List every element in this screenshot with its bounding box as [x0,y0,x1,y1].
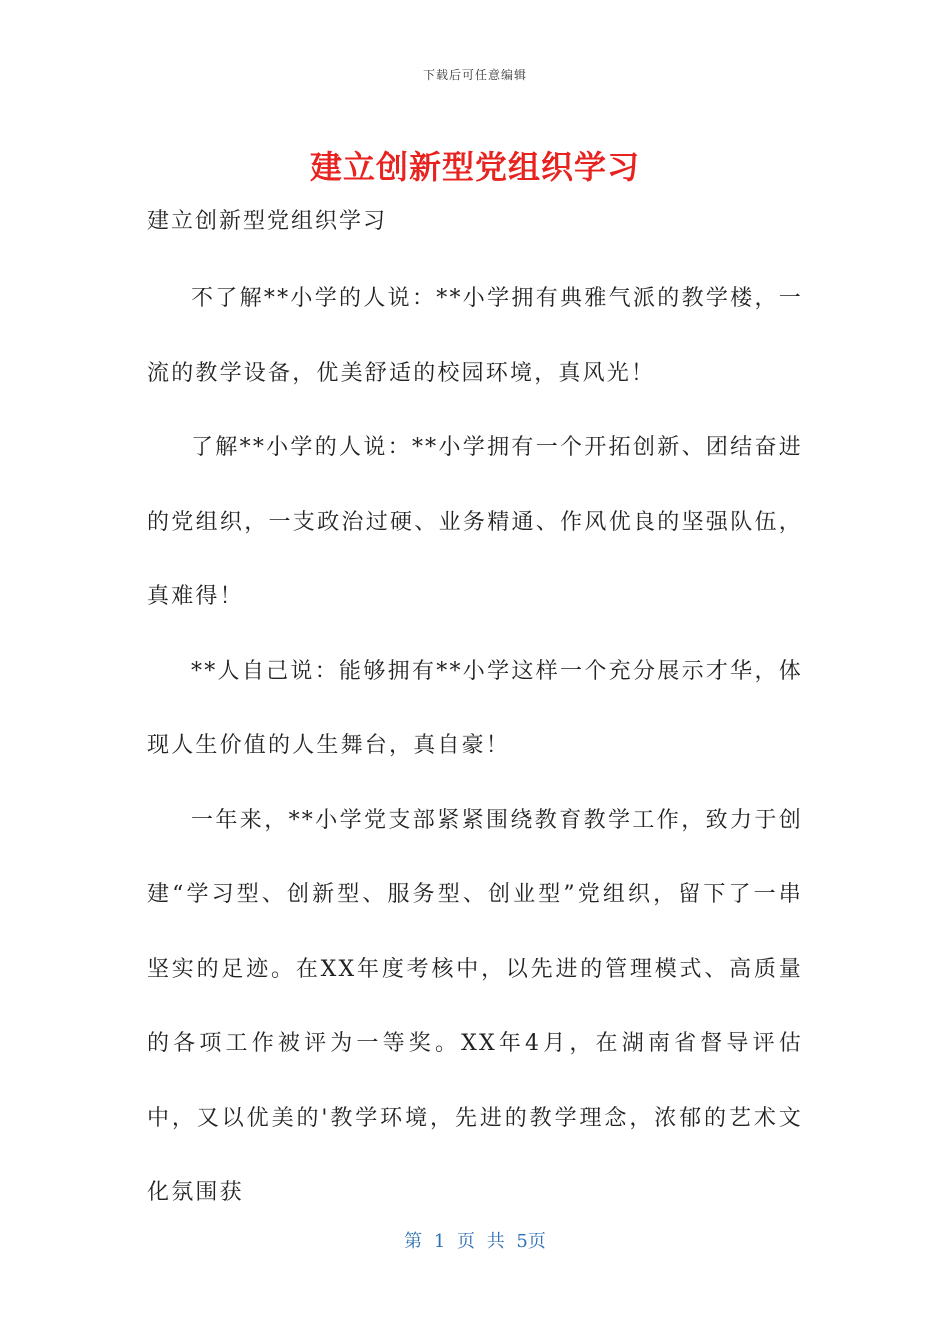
paragraph-2: 了解**小学的人说：**小学拥有一个开拓创新、团结奋进的党组织，一支政治过硬、业务精通、作风优良的坚强队伍，真难得！ [147,435,803,609]
paragraph-4: 一年来，**小学党支部紧紧围绕教育教学工作，致力于创建“学习型、创新型、服务型、创业型”党组织，留下了一串坚实的足迹。在XX年度考核中，以先进的管理模式、高质量的各项工作被评为一等奖。XX年4月，在湖南省督导评估中，又以优美的'教学环境，先进的教学理念，浓郁的艺术文化氛围获 [147,807,803,1205]
document-body [147,262,803,1231]
page-number-footer: 第 1 页 共 5页 [404,1231,546,1252]
paragraph-1: 不了解**小学的人说：**小学拥有典雅气派的教学楼，一流的教学设备，优美舒适的校园环境，真风光！ [147,286,803,386]
paragraph-3: **人自己说：能够拥有**小学这样一个充分展示才华，体现人生价值的人生舞台，真自豪！ [147,658,803,758]
page-header-note: 下载后可任意编辑 [422,68,527,82]
document-title: 建立创新型党组织学习 [309,148,640,186]
document-subtitle: 建立创新型党组织学习 [147,209,388,234]
